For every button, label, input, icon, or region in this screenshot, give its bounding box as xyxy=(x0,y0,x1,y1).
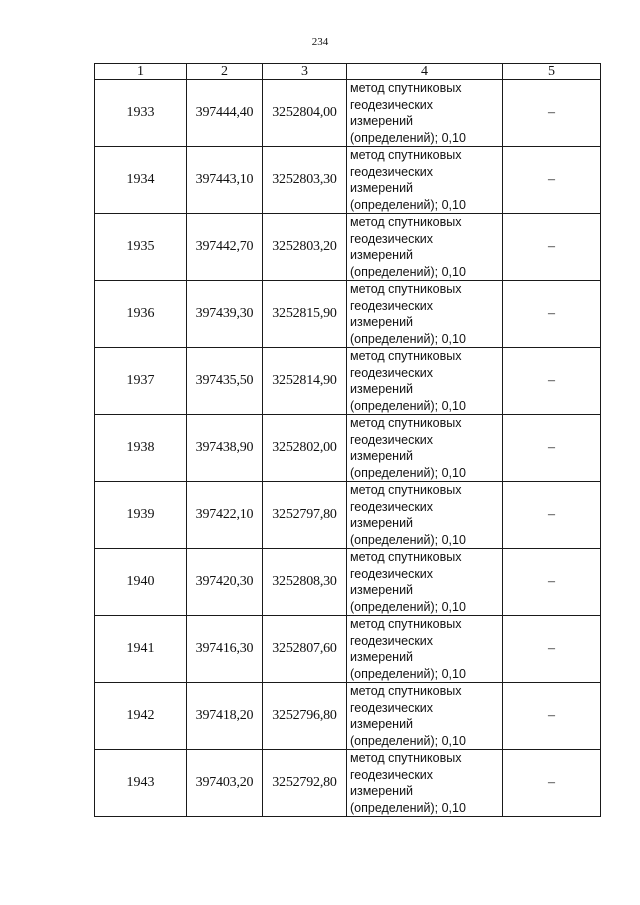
coordinate-x: 397443,10 xyxy=(187,147,263,214)
point-number: 1943 xyxy=(95,750,187,817)
table-row xyxy=(95,348,601,415)
table-row xyxy=(95,616,601,683)
point-number: 1934 xyxy=(95,147,187,214)
table-row xyxy=(95,281,601,348)
method-description: метод спутниковых геодезических измерений (определений); 0,10 xyxy=(347,80,503,147)
column-header-3: 3 xyxy=(263,64,347,80)
coordinate-y: 3252808,30 xyxy=(263,549,347,616)
point-note: – xyxy=(503,281,601,348)
point-note: – xyxy=(503,616,601,683)
table-row xyxy=(95,214,601,281)
coordinate-x: 397439,30 xyxy=(187,281,263,348)
header-row xyxy=(95,64,601,80)
coordinate-x: 397403,20 xyxy=(187,750,263,817)
coordinate-y: 3252803,30 xyxy=(263,147,347,214)
coordinate-x: 397442,70 xyxy=(187,214,263,281)
coordinate-y: 3252814,90 xyxy=(263,348,347,415)
point-number: 1939 xyxy=(95,482,187,549)
point-note: – xyxy=(503,214,601,281)
coordinates-table xyxy=(94,63,601,817)
coordinate-x: 397444,40 xyxy=(187,80,263,147)
point-number: 1933 xyxy=(95,80,187,147)
page-number: 234 xyxy=(311,36,329,48)
point-note: – xyxy=(503,415,601,482)
coordinate-y: 3252792,80 xyxy=(263,750,347,817)
method-description: метод спутниковых геодезических измерений (определений); 0,10 xyxy=(347,482,503,549)
method-description: метод спутниковых геодезических измерений (определений); 0,10 xyxy=(347,549,503,616)
coordinate-y: 3252796,80 xyxy=(263,683,347,750)
method-description: метод спутниковых геодезических измерений (определений); 0,10 xyxy=(347,616,503,683)
method-description: метод спутниковых геодезических измерений (определений); 0,10 xyxy=(347,750,503,817)
coordinate-x: 397435,50 xyxy=(187,348,263,415)
table-row xyxy=(95,549,601,616)
point-note: – xyxy=(503,147,601,214)
coordinate-x: 397422,10 xyxy=(187,482,263,549)
method-description: метод спутниковых геодезических измерений (определений); 0,10 xyxy=(347,348,503,415)
table-body xyxy=(95,80,601,817)
method-description: метод спутниковых геодезических измерений (определений); 0,10 xyxy=(347,147,503,214)
table-row xyxy=(95,147,601,214)
column-header-5: 5 xyxy=(503,64,601,80)
table-header xyxy=(95,64,601,80)
method-description: метод спутниковых геодезических измерений (определений); 0,10 xyxy=(347,214,503,281)
coordinate-x: 397420,30 xyxy=(187,549,263,616)
table-row xyxy=(95,750,601,817)
column-header-2: 2 xyxy=(187,64,263,80)
point-number: 1937 xyxy=(95,348,187,415)
point-note: – xyxy=(503,348,601,415)
point-note: – xyxy=(503,750,601,817)
point-note: – xyxy=(503,683,601,750)
coordinate-x: 397438,90 xyxy=(187,415,263,482)
coordinate-x: 397418,20 xyxy=(187,683,263,750)
point-note: – xyxy=(503,80,601,147)
point-note: – xyxy=(503,482,601,549)
coordinate-y: 3252807,60 xyxy=(263,616,347,683)
point-number: 1935 xyxy=(95,214,187,281)
table-row xyxy=(95,683,601,750)
table-row xyxy=(95,415,601,482)
column-header-4: 4 xyxy=(347,64,503,80)
coordinate-y: 3252804,00 xyxy=(263,80,347,147)
table-row xyxy=(95,80,601,147)
coordinate-y: 3252797,80 xyxy=(263,482,347,549)
column-header-1: 1 xyxy=(95,64,187,80)
coordinate-x: 397416,30 xyxy=(187,616,263,683)
table-row xyxy=(95,482,601,549)
point-number: 1941 xyxy=(95,616,187,683)
method-description: метод спутниковых геодезических измерений (определений); 0,10 xyxy=(347,415,503,482)
point-note: – xyxy=(503,549,601,616)
method-description: метод спутниковых геодезических измерений (определений); 0,10 xyxy=(347,281,503,348)
point-number: 1938 xyxy=(95,415,187,482)
coordinate-y: 3252802,00 xyxy=(263,415,347,482)
point-number: 1940 xyxy=(95,549,187,616)
method-description: метод спутниковых геодезических измерений (определений); 0,10 xyxy=(347,683,503,750)
coordinate-y: 3252815,90 xyxy=(263,281,347,348)
point-number: 1936 xyxy=(95,281,187,348)
point-number: 1942 xyxy=(95,683,187,750)
coordinate-y: 3252803,20 xyxy=(263,214,347,281)
